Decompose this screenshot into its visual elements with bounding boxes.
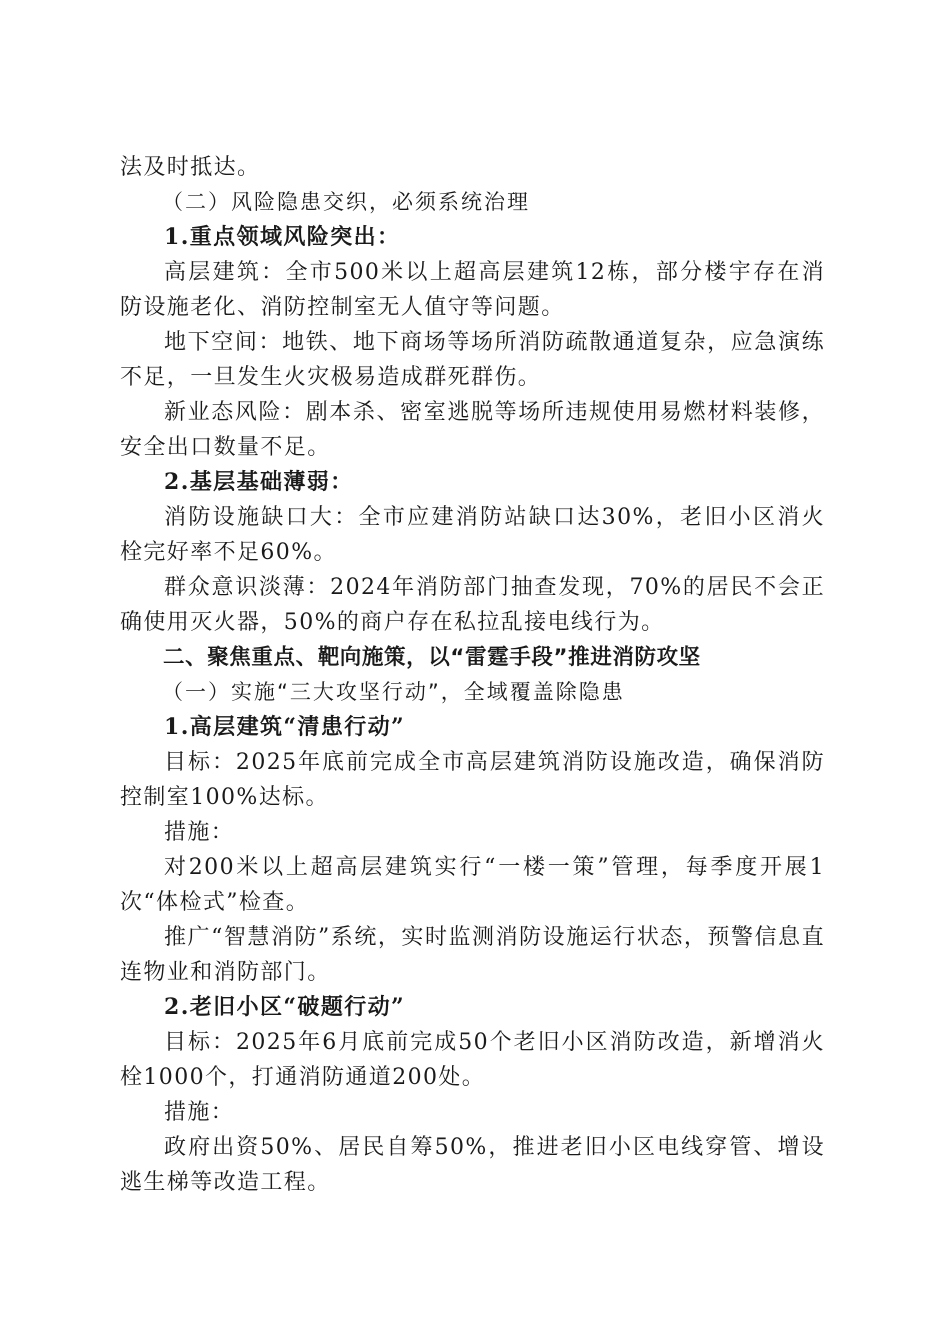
point-heading-key-areas: 1.重点领域风险突出： bbox=[164, 224, 401, 250]
paragraph-public-awareness: 群众意识淡薄：2024年消防部门抽查发现，70%的居民不会正确使用灭火器，50%的商户存在私拉乱接电线行为。 bbox=[120, 575, 825, 635]
paragraph-high-rise: 高层建筑：全市500米以上超高层建筑12栋，部分楼宇存在消防设施老化、消防控制室无人值守等问题。 bbox=[120, 260, 825, 320]
paragraph-measure-funding: 政府出资50%、居民自筹50%，推进老旧小区电线穿管、增设逃生梯等改造工程。 bbox=[120, 1135, 825, 1195]
paragraph-goal-old-community: 目标：2025年6月底前完成50个老旧小区消防改造，新增消火栓1000个，打通消防通道200处。 bbox=[120, 1030, 825, 1090]
point-heading-high-rise-action: 1.高层建筑“清患行动” bbox=[164, 714, 406, 740]
point-heading-grassroots: 2.基层基础薄弱： bbox=[164, 469, 354, 495]
subsection-heading-risks: （二）风险隐患交织，必须系统治理 bbox=[162, 190, 530, 214]
paragraph-facility-gap: 消防设施缺口大：全市应建消防站缺口达30%，老旧小区消火栓完好率不足60%。 bbox=[120, 505, 825, 565]
paragraph-new-business: 新业态风险：剧本杀、密室逃脱等场所违规使用易燃材料装修，安全出口数量不足。 bbox=[120, 400, 825, 460]
paragraph-underground: 地下空间：地铁、地下商场等场所消防疏散通道复杂，应急演练不足，一旦发生火灾极易造成群死群伤。 bbox=[120, 330, 825, 390]
subsection-heading-actions: （一）实施“三大攻坚行动”，全域覆盖除隐患 bbox=[162, 680, 625, 704]
paragraph-measure-smart-fire: 推广“智慧消防”系统，实时监测消防设施运行状态，预警信息直连物业和消防部门。 bbox=[120, 925, 825, 985]
paragraph-measures-label-2: 措施： bbox=[164, 1100, 235, 1125]
paragraph-measures-label: 措施： bbox=[164, 820, 235, 845]
paragraph-goal-high-rise: 目标：2025年底前完成全市高层建筑消防设施改造，确保消防控制室100%达标。 bbox=[120, 750, 825, 810]
document-body bbox=[120, 150, 825, 1200]
paragraph-continuation: 法及时抵达。 bbox=[120, 155, 261, 180]
section-heading-two: 二、聚焦重点、靶向施策，以“雷霆手段”推进消防攻坚 bbox=[163, 645, 701, 670]
point-heading-old-community-action: 2.老旧小区“破题行动” bbox=[164, 994, 406, 1020]
paragraph-measure-one-building: 对200米以上超高层建筑实行“一楼一策”管理，每季度开展1次“体检式”检查。 bbox=[120, 855, 825, 915]
